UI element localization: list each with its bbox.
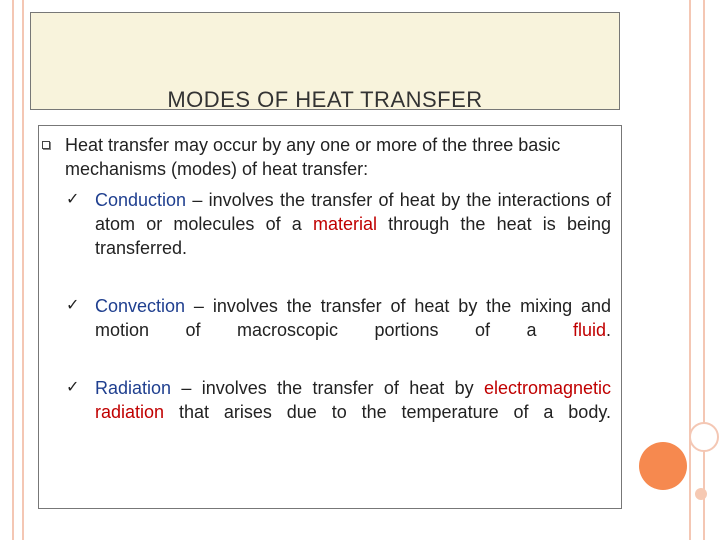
check-icon: ✓ <box>66 297 80 314</box>
list-item-conduction <box>95 188 611 284</box>
decor-dot <box>695 488 707 500</box>
item-separator: – <box>171 378 202 398</box>
check-icon: ✓ <box>66 191 80 208</box>
slide-title: MODES OF HEAT TRANSFER <box>167 87 483 112</box>
right-decor-rail <box>689 0 705 540</box>
item-separator: – <box>185 296 213 316</box>
term-radiation: Radiation <box>95 378 172 398</box>
item-text-b: that arises due to the temperature of a body. <box>164 402 611 422</box>
item-separator: – <box>186 190 209 210</box>
item-text-b: . <box>605 320 611 340</box>
left-decor-rail <box>0 0 14 540</box>
decor-ring <box>689 422 719 452</box>
item-text-a: involves the transfer of heat by the mixing and motion of macroscopic portions of a <box>95 296 611 340</box>
left-decor-rail-inner <box>14 0 24 540</box>
highlight-electromagnetic-radiation: electromagnetic radiation <box>95 378 612 422</box>
highlight-fluid: fluid <box>572 320 606 340</box>
term-conduction: Conduction <box>95 190 187 210</box>
item-text-b: through the heat is being transferred. <box>95 214 611 258</box>
title-box <box>30 12 620 110</box>
square-bullet-icon <box>42 140 52 150</box>
item-text-a: involves the transfer of heat by <box>201 378 484 398</box>
intro-text: Heat transfer may occur by any one or more of the three basic mechanisms (modes) of heat transfer: <box>65 135 561 179</box>
list-item-convection <box>95 294 611 366</box>
check-icon: ✓ <box>66 379 80 396</box>
term-convection: Convection <box>95 296 186 316</box>
list-item-radiation <box>95 376 611 448</box>
highlight-material: material <box>312 214 377 234</box>
item-text-a: involves the transfer of heat by the interactions of atom or molecules of a <box>95 190 611 234</box>
decor-orange-circle <box>639 442 687 490</box>
